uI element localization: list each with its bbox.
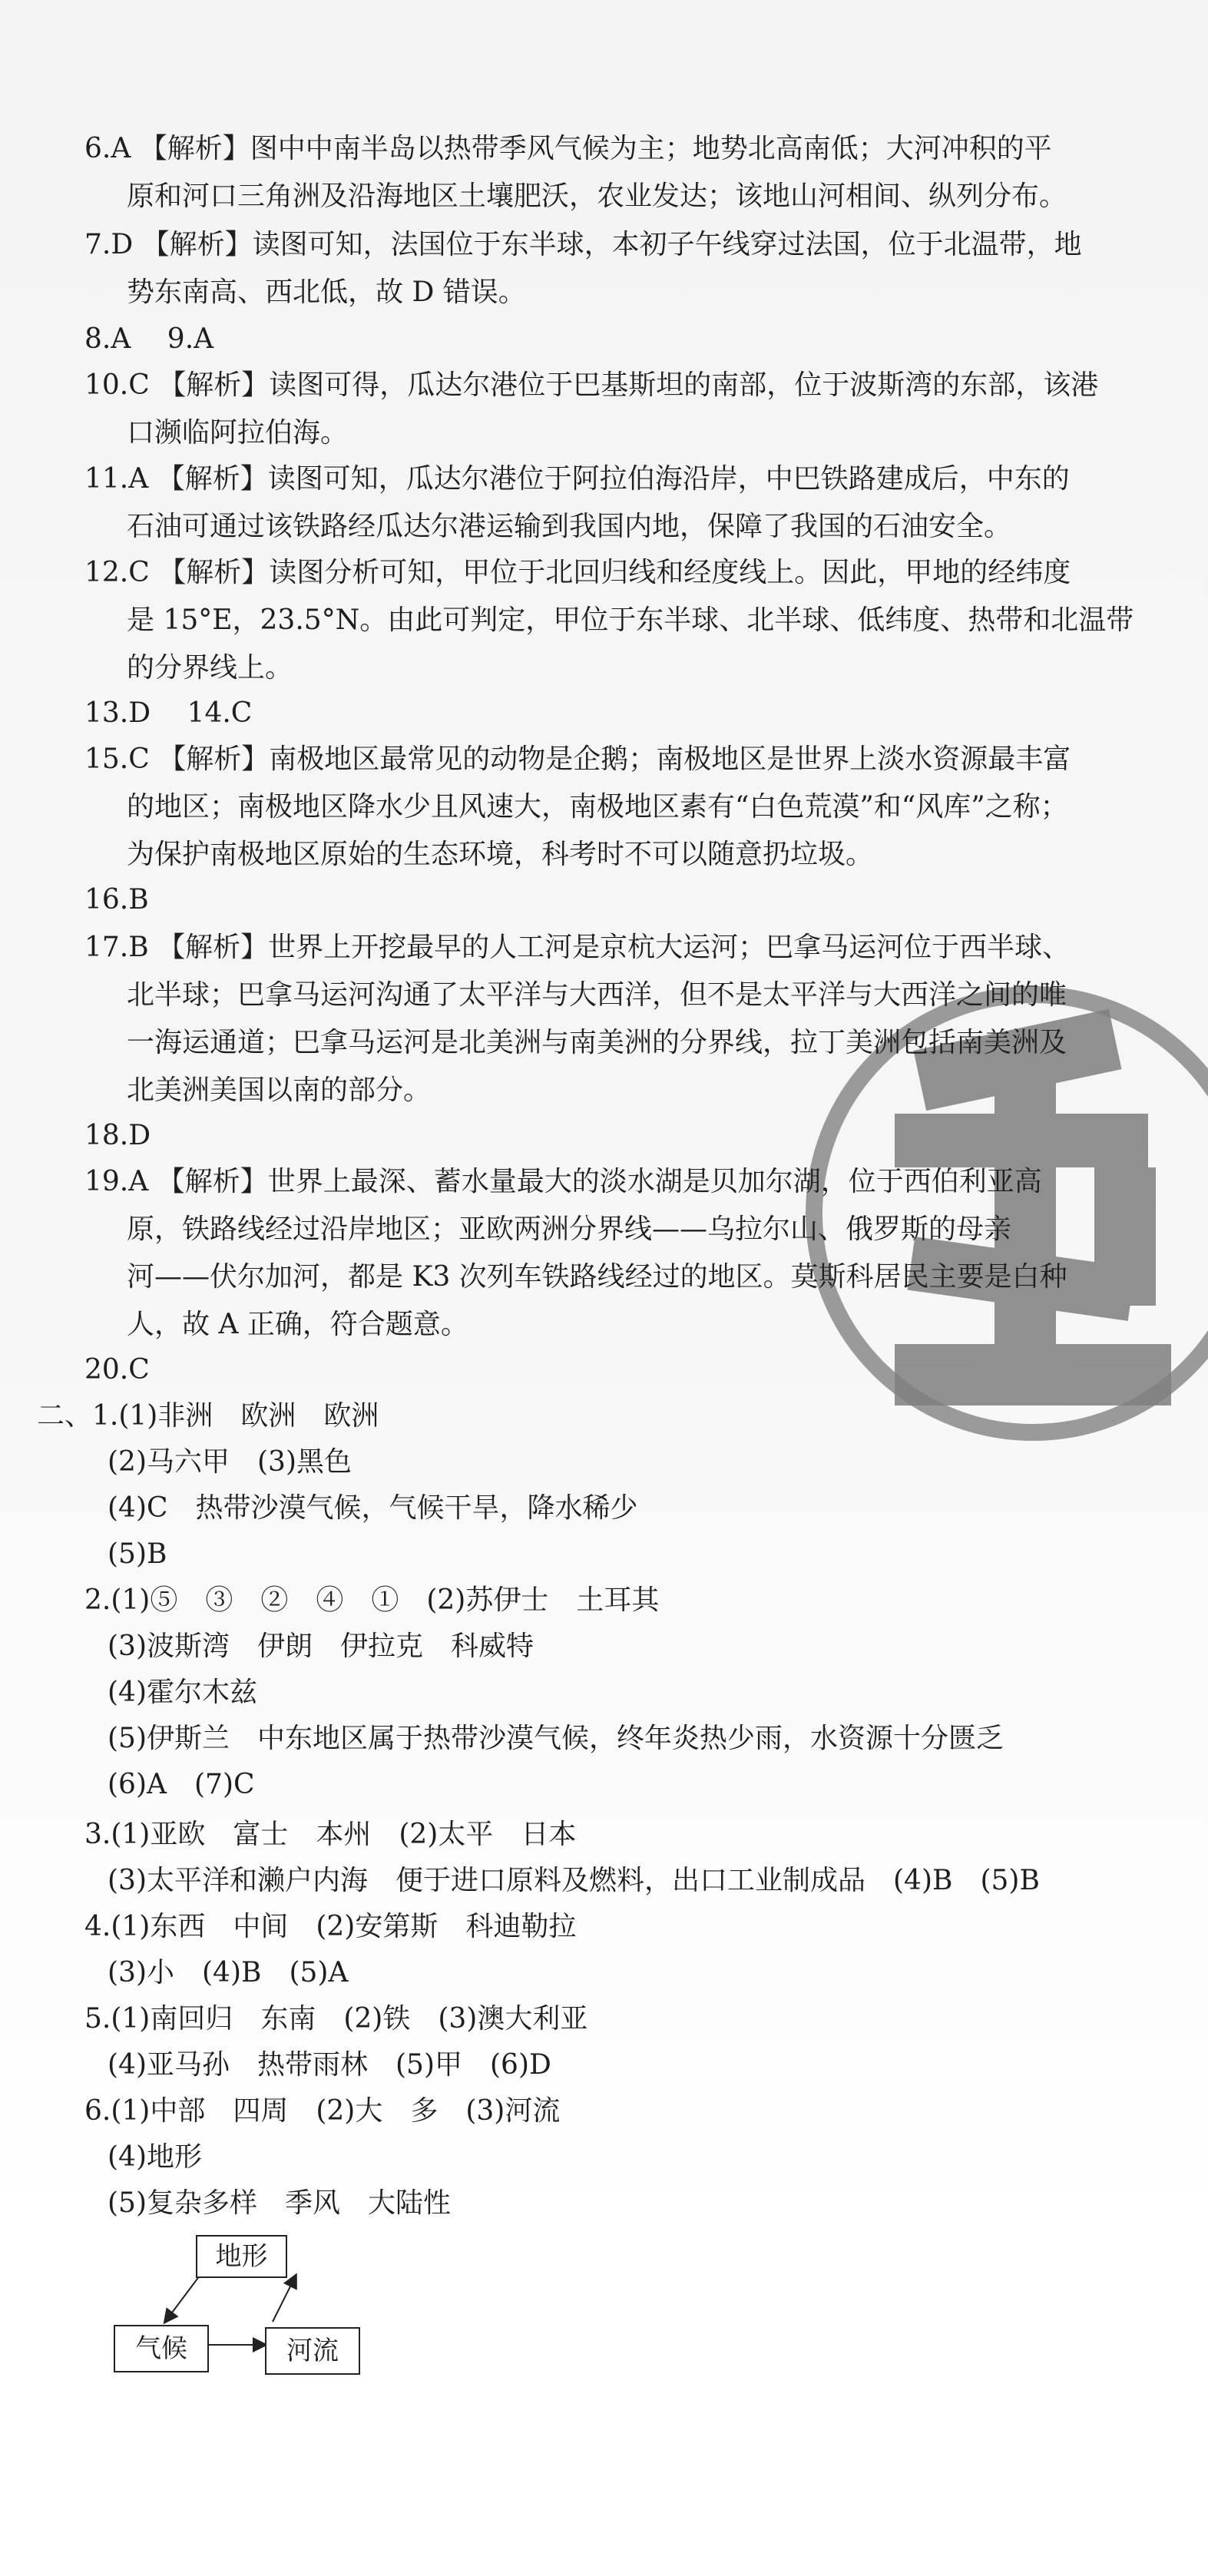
answer-13-14: 13.D 14.C bbox=[84, 697, 253, 729]
part2-q5-4: (4)亚马孙 热带雨林 (5)甲 (6)D bbox=[108, 2049, 551, 2081]
answer-11-line-2: 石油可通过该铁路经瓜达尔港运输到我国内地，保障了我国的石油安全。 bbox=[127, 511, 1012, 542]
answer-19-line-1: 19.A 【解析】世界上最深、蓄水量最大的淡水湖是贝加尔湖，位于西伯利亚高 bbox=[84, 1166, 1042, 1197]
answer-17-line-1: 17.B 【解析】世界上开挖最早的人工河是京杭大运河；巴拿马运河位于西半球、 bbox=[84, 932, 1071, 963]
part2-q1-1: 二、1.(1)非洲 欧洲 欧洲 bbox=[37, 1400, 379, 1432]
part2-q3-1: 3.(1)亚欧 富士 本州 (2)太平 日本 bbox=[84, 1819, 577, 1850]
answer-19-line-3: 河——伏尔加河，都是 K3 次列车铁路线经过的地区。莫斯科居民主要是白种 bbox=[127, 1261, 1067, 1293]
part2-q6-4: (4)地形 bbox=[108, 2141, 202, 2173]
part2-q4-1: 4.(1)东西 中间 (2)安第斯 科迪勒拉 bbox=[84, 1911, 577, 1942]
part2-q3-3: (3)太平洋和濑户内海 便于进口原料及燃料，出口工业制成品 (4)B (5)B bbox=[108, 1865, 1040, 1896]
part2-q5-1: 5.(1)南回归 东南 (2)铁 (3)澳大利亚 bbox=[84, 2003, 588, 2035]
answer-10-line-1: 10.C 【解析】读图可得，瓜达尔港位于巴基斯坦的南部，位于波斯湾的东部，该港 bbox=[84, 369, 1099, 401]
diagram-node-river: 河流 bbox=[265, 2327, 360, 2375]
part2-q4-3: (3)小 (4)B (5)A bbox=[108, 1957, 349, 1988]
diagram-node-climate: 气候 bbox=[114, 2325, 209, 2372]
answer-11-line-1: 11.A 【解析】读图可知，瓜达尔港位于阿拉伯海沿岸，中巴铁路建成后，中东的 bbox=[84, 463, 1070, 495]
answer-17-line-4: 北美洲美国以南的部分。 bbox=[127, 1074, 432, 1106]
answer-6-line-1: 6.A 【解析】图中中南半岛以热带季风气候为主；地势北高南低；大河冲积的平 bbox=[84, 133, 1052, 164]
part2-q2-4: (4)霍尔木兹 bbox=[108, 1677, 257, 1708]
answer-15-line-2: 的地区；南极地区降水少且风速大，南极地区素有“白色荒漠”和“风库”之称； bbox=[127, 791, 1068, 823]
part2-q6-1: 6.(1)中部 四周 (2)大 多 (3)河流 bbox=[84, 2095, 561, 2127]
part2-q2-5: (5)伊斯兰 中东地区属于热带沙漠气候，终年炎热少雨，水资源十分匮乏 bbox=[108, 1723, 1004, 1754]
answer-12-line-3: 的分界线上。 bbox=[127, 652, 293, 684]
part2-q2-6: (6)A (7)C bbox=[108, 1769, 255, 1800]
part2-q2-3: (3)波斯湾 伊朗 伊拉克 科威特 bbox=[108, 1631, 534, 1662]
answer-18: 18.D bbox=[84, 1120, 151, 1151]
answer-17-line-2: 北半球；巴拿马运河沟通了太平洋与大西洋，但不是太平洋与大西洋之间的唯 bbox=[127, 979, 1067, 1011]
part2-q1-5: (5)B bbox=[108, 1538, 167, 1570]
part2-q1-2: (2)马六甲 (3)黑色 bbox=[108, 1446, 352, 1478]
answer-12-line-2: 是 15°E，23.5°N。由此可判定，甲位于东半球、北半球、低纬度、热带和北温带 bbox=[127, 604, 1134, 636]
answer-19-line-2: 原，铁路线经过沿岸地区；亚欧两洲分界线——乌拉尔山、俄罗斯的母亲 bbox=[127, 1214, 1012, 1245]
answer-12-line-1: 12.C 【解析】读图分析可知，甲位于北回归线和经度线上。因此，甲地的经纬度 bbox=[84, 557, 1071, 588]
part2-q2-1: 2.(1)⑤ ③ ② ④ ① (2)苏伊士 土耳其 bbox=[84, 1584, 660, 1616]
part2-q6-5: (5)复杂多样 季风 大陆性 bbox=[108, 2187, 451, 2219]
answer-20: 20.C bbox=[84, 1354, 150, 1386]
answer-15-line-1: 15.C 【解析】南极地区最常见的动物是企鹅；南极地区是世界上淡水资源最丰富 bbox=[84, 743, 1071, 775]
answer-10-line-2: 口濒临阿拉伯海。 bbox=[127, 417, 349, 449]
diagram-node-terrain: 地形 bbox=[196, 2235, 287, 2278]
answer-19-line-4: 人，故 A 正确，符合题意。 bbox=[127, 1309, 468, 1340]
part2-q1-4: (4)C 热带沙漠气候，气候干旱，降水稀少 bbox=[108, 1492, 638, 1524]
answer-6-line-2: 原和河口三角洲及沿海地区土壤肥沃，农业发达；该地山河相间、纵列分布。 bbox=[127, 180, 1067, 212]
answer-17-line-3: 一海运通道；巴拿马运河是北美洲与南美洲的分界线，拉丁美洲包括南美洲及 bbox=[127, 1027, 1067, 1058]
answer-16: 16.B bbox=[84, 884, 149, 916]
answer-7-line-1: 7.D 【解析】读图可知，法国位于东半球，本初子午线穿过法国，位于北温带，地 bbox=[84, 229, 1082, 260]
answer-15-line-3: 为保护南极地区原始的生态环境，科考时不可以随意扔垃圾。 bbox=[127, 839, 874, 870]
answer-7-line-2: 势东南高、西北低，故 D 错误。 bbox=[127, 276, 526, 308]
answer-8-9: 8.A 9.A bbox=[84, 323, 214, 355]
